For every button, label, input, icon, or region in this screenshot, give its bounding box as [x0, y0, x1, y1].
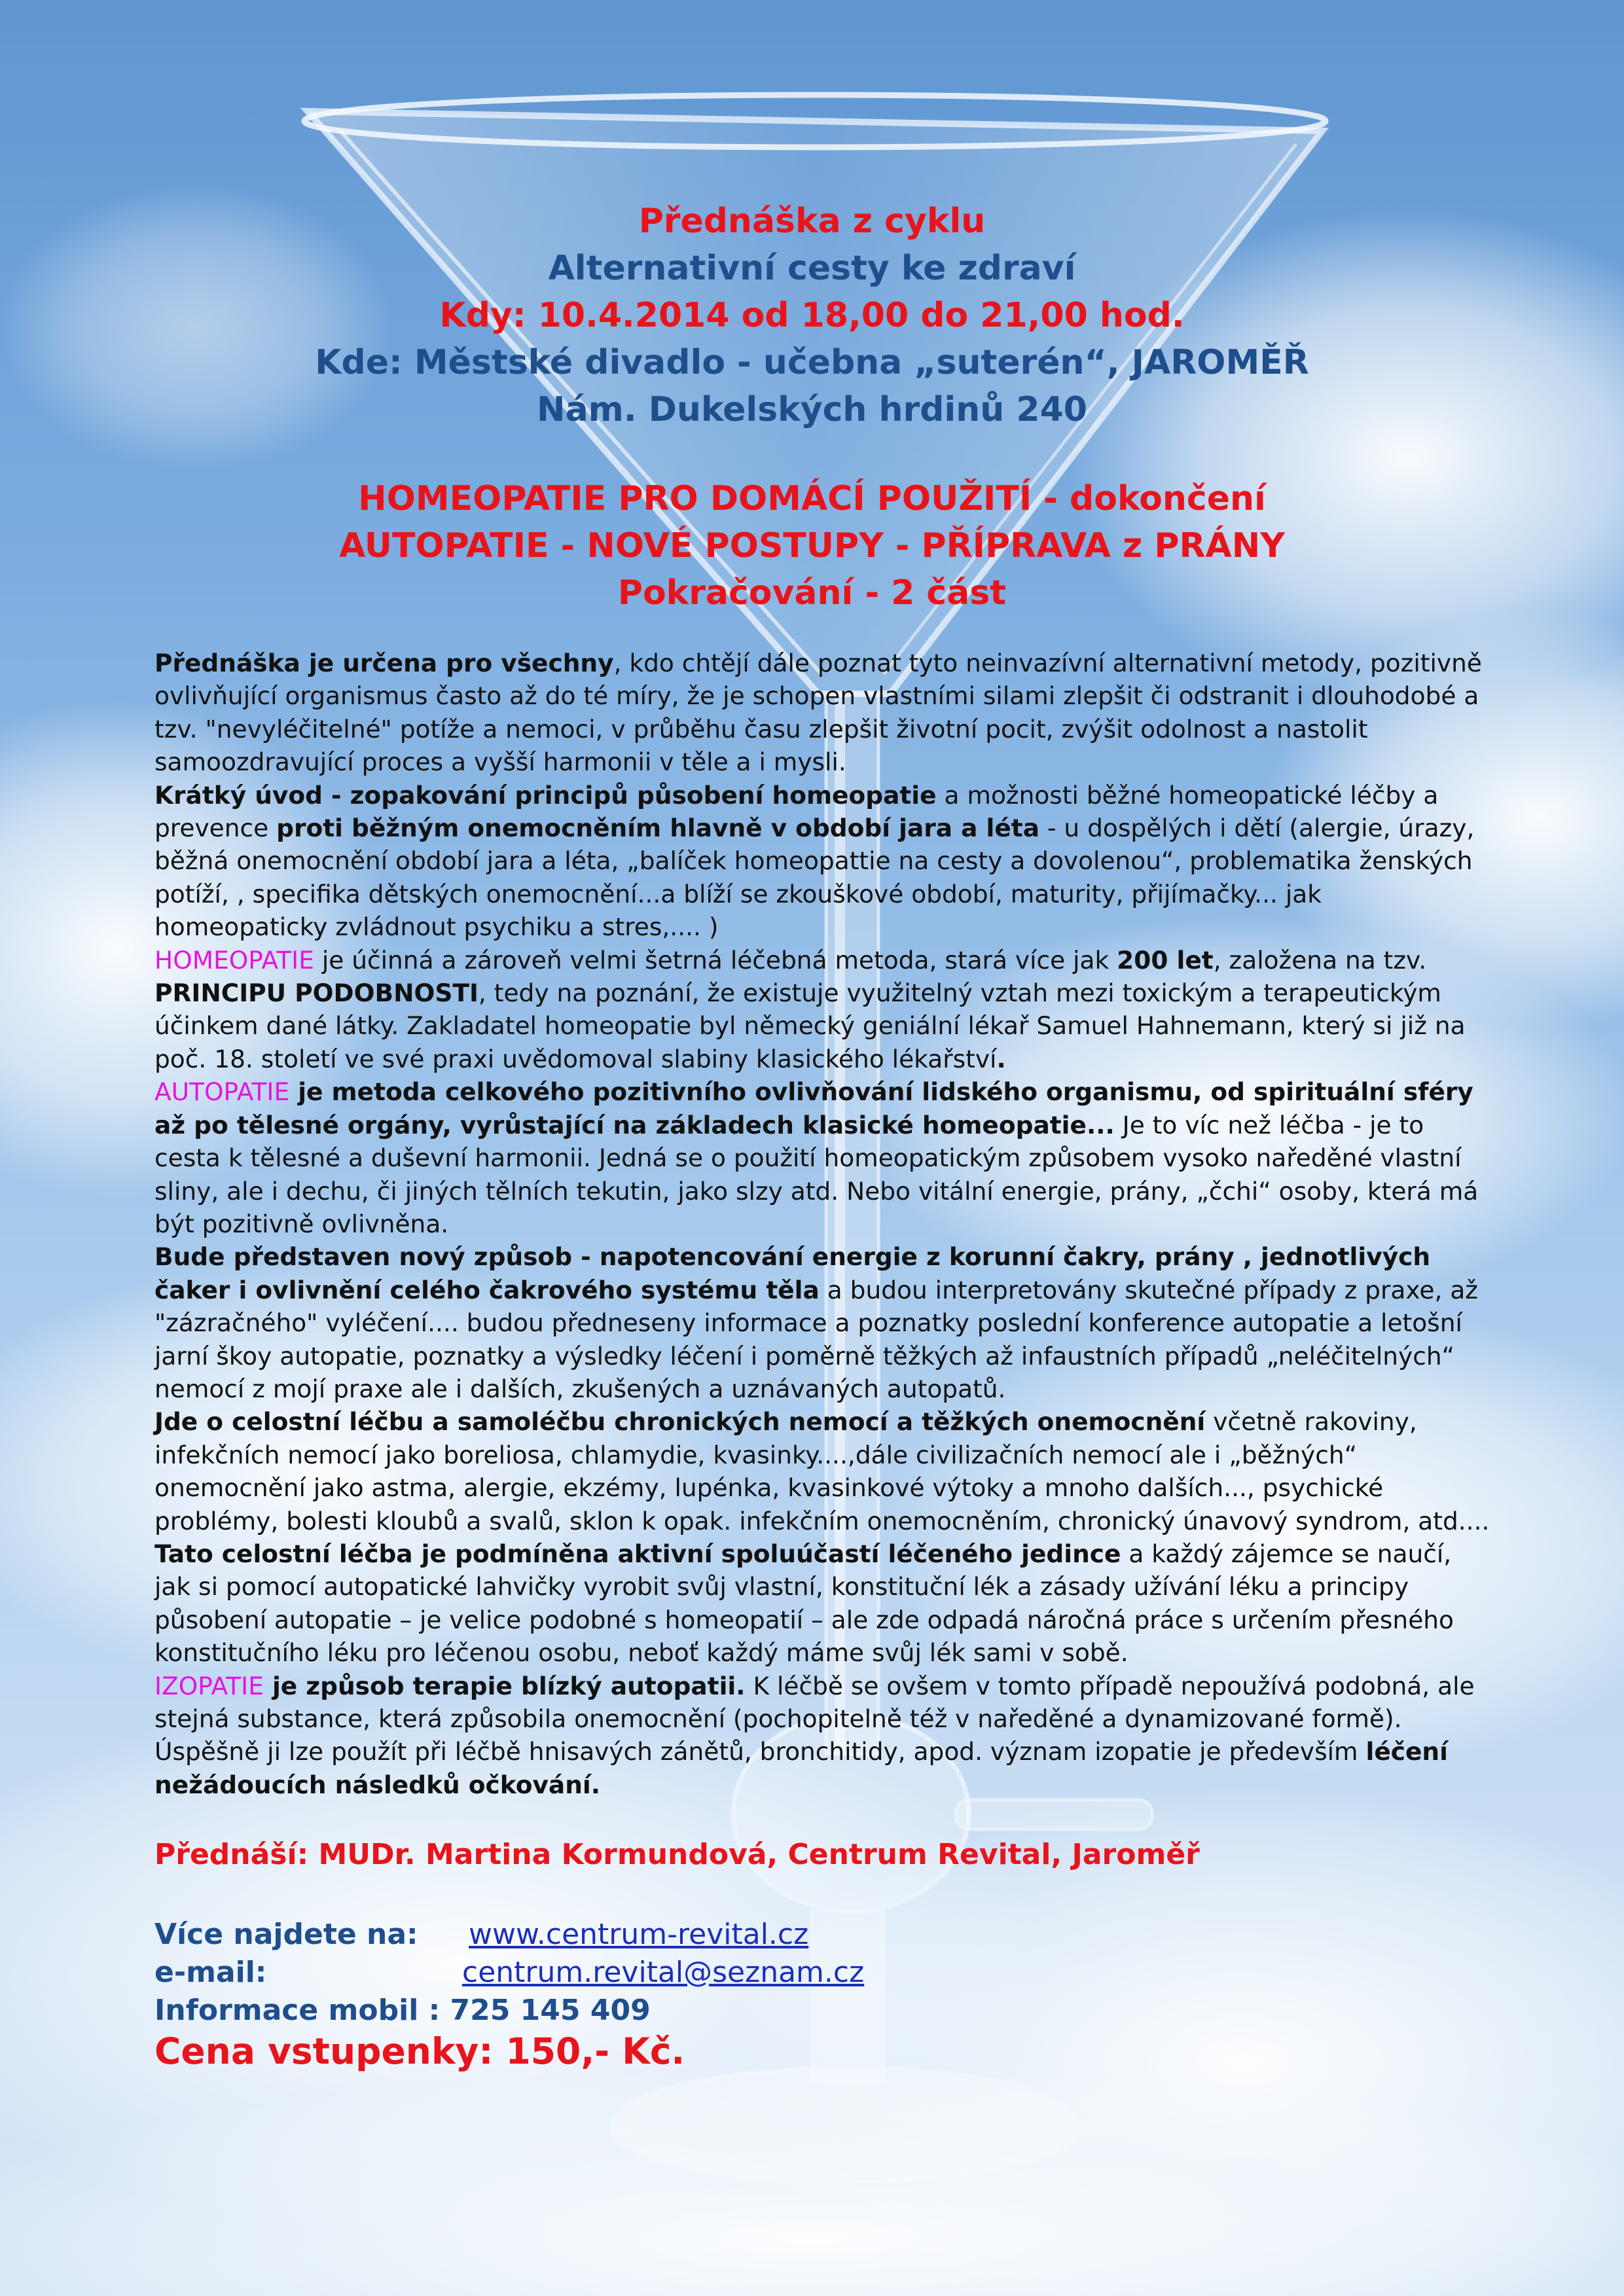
autopathy-bold: je metoda celkového pozitivního ovlivňování lidského organismu, od spirituální sféry až po tělesné orgány, vyrůstající na základech klasické homeopatie...	[154, 1077, 1473, 1139]
homeopathy-text-c: , tedy na poznání, že existuje využitelný vztah mezi toxickým a terapeutickým účinkem dané látky. Zakladatel homeopatie byl německý geniální lékař Samuel Hahnemann, který si již na poč. 18. století ve své praxi uvědomoval slabiny klasického lékařství	[154, 978, 1466, 1073]
autopathy-term: AUTOPATIE	[154, 1077, 290, 1107]
holistic-bold: Jde o celostní léčbu a samoléčbu chronických nemocí a těžkých onemocnění	[154, 1407, 1206, 1437]
isopathy-bold: je způsob terapie blízký autopatii.	[263, 1671, 746, 1700]
paragraph-holistic	[154, 1405, 1490, 1537]
isopathy-bold-2: léčení nežádoucích následků očkování.	[154, 1737, 1448, 1799]
body-text	[154, 647, 1490, 1801]
homeopathy-text-b: , založena na tzv.	[1213, 945, 1427, 975]
header-title: Přednáška z cyklu	[638, 202, 986, 241]
participation-bold: Tato celostní léčba je podmíněna aktivní spoluúčastí léčeného jedince	[154, 1539, 1121, 1568]
paragraph-homeopathy	[154, 944, 1490, 1076]
ticket-price: Cena vstupenky: 150,- Kč.	[154, 2030, 685, 2072]
participation-text: a každý zájemce se naučí, jak si pomocí autopatické lahvičky vyrobit svůj vlastní, konstituční lék a zásady užívání léku a principy působení autopatie – je velice podobné s homeopatií – ale zde odpadá náročná práce s určením přesného konstitučního léku pro léčenou osobu, neboť každý máme svůj lék sami v sobě.	[154, 1539, 1454, 1668]
new-method-bold: Bude představen nový způsob - napotencování energie z korunní čakry, prány , jednotlivých čaker i ovlivnění celého čakrového systému těla	[154, 1242, 1431, 1304]
email-link[interactable]: centrum.revital@seznam.cz	[462, 1956, 865, 1989]
intro-bold: Přednáška je určena pro všechny	[154, 649, 614, 677]
phone-info: Informace mobil : 725 145 409	[154, 1994, 651, 2027]
header-address: Nám. Dukelských hrdinů 240	[537, 390, 1087, 429]
paragraph-intro	[154, 647, 1490, 779]
paragraph-short-intro	[154, 779, 1490, 944]
header-where: Kde: Městské divadlo - učebna „suterén“, JAROMĚŘ	[315, 343, 1309, 382]
paragraph-new-method	[154, 1240, 1490, 1405]
header-series: Alternativní cesty ke zdraví	[548, 249, 1076, 288]
paragraph-isopathy	[154, 1670, 1490, 1802]
intro-text: , kdo chtějí dále poznat tyto neinvazívní alternativní metody, pozitivně ovlivňující organismus často až do té míry, že je schopen vlastními silami zlepšit či odstranit i dlouhodobé a tzv. "nevyléčitelné" potíže a nemoci, v průběhu času zlepšit životní pocit, zvýšit odolnost a nastolit samoozdravující proces a vyšší harmonii v těle a i mysli.	[154, 649, 1482, 777]
lecturer-line: Přednáší: MUDr. Martina Kormundová, Centrum Revital, Jaroměř	[154, 1838, 1200, 1871]
short-intro-bold-2: proti běžným onemocněním hlavně v období jara a léta	[276, 814, 1040, 843]
header-when: Kdy: 10.4.2014 od 18,00 do 21,00 hod.	[439, 296, 1185, 335]
web-label: Více najdete na:	[154, 1918, 418, 1951]
short-intro-text-a: a možnosti běžné homeopatické léčby a prevence	[154, 780, 1439, 843]
topic-autopathy: AUTOPATIE - NOVÉ POSTUPY - PŘÍPRAVA z PRÁNY	[339, 526, 1285, 565]
homeopathy-term: HOMEOPATIE	[154, 945, 314, 975]
autopathy-text: Je to víc než léčba - je to cesta k tělesné a duševní harmonii. Jedná se o použití homeopatickým způsobem vysoko naředěné vlastní sliny, ale i dechu, či jiných tělních tekutin, jako slzy atd. Nebo vitální energie, prány, „čchi“ osoby, která má být pozitivně ovlivněna.	[154, 1110, 1479, 1238]
homeopathy-text-a: je účinná a zároveň velmi šetrná léčebná metoda, stará více jak	[314, 945, 1117, 975]
short-intro-text-b: - u dospělých i dětí (alergie, úrazy, běžná onemocnění období jara a léta, „balíček homeopattie na cesty a dovolenou“, problematika ženských potíží, , specifika dětských onemocnění...a blíží se zkouškové období, maturity, přijímačky... jak homeopaticky zvládnout psychiku a stres,.... )	[154, 814, 1475, 942]
isopathy-text: K léčbě se ovšem v tomto případě nepoužívá podobná, ale stejná substance, která způsobila onemocnění (pochopitelně též v naředěné a dynamizované formě). Úspěšně ji lze použít při léčbě hnisavých zánětů, bronchitidy, apod. význam izopatie je především	[154, 1671, 1475, 1767]
homeopathy-period: .	[996, 1044, 1006, 1073]
topic-homeopathy: HOMEOPATIE PRO DOMÁCÍ POUŽITÍ - dokončení	[358, 479, 1266, 518]
short-intro-bold: Krátký úvod - zopakování principů působení homeopatie	[154, 780, 937, 810]
new-method-text: a budou interpretovány skutečné případy z praxe, až "zázračného" vyléčení.... budou předneseny informace a poznatky poslední konference autopatie a letošní jarní škoy autopatie, poznatky a výsledky léčení i poměrně těžkých až infaustních případů „neléčitelných“ nemocí z mojí praxe ale i dalších, zkušených a uznávaných autopatů.	[154, 1275, 1478, 1403]
isopathy-term: IZOPATIE	[154, 1671, 264, 1700]
web-link[interactable]: www.centrum-revital.cz	[469, 1918, 809, 1951]
homeopathy-years: 200 let	[1117, 945, 1214, 975]
holistic-text: včetně rakoviny, infekčních nemocí jako boreliosa, chlamydie, kvasinky....,dále civilizačních nemocí ale i „běžných“ onemocnění jako astma, alergie, ekzémy, lupénka, kvasinkové výtoky a mnoho dalších..., psychické problémy, bolesti kloubů a svalů, sklon k opak. infekčním onemocněním, chronický únavový syndrom, atd....	[154, 1407, 1490, 1535]
email-label: e-mail:	[154, 1956, 267, 1989]
paragraph-participation	[154, 1537, 1490, 1670]
topic-continuation: Pokračování - 2 část	[617, 573, 1007, 613]
paragraph-autopathy	[154, 1075, 1490, 1240]
homeopathy-principle: PRINCIPU PODOBNOSTI	[154, 978, 478, 1008]
